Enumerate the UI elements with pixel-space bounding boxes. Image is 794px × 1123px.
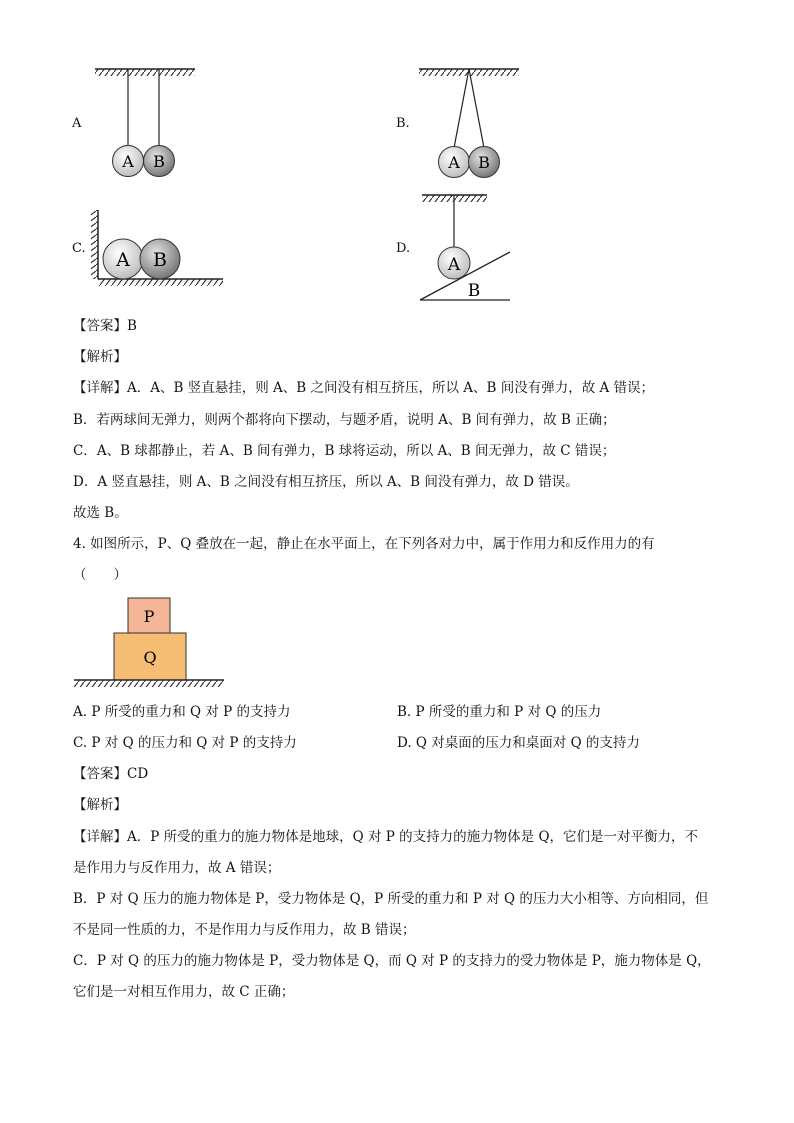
figure-option-b [414, 64, 534, 184]
q3-analysis-line: C．A、B 球都静止，若 A、B 间有弹力，B 球将运动，所以 A、B 间无弹力，故 C 错误； [73, 443, 616, 459]
option-a-label: A [72, 116, 82, 131]
q4-choice-a: A. P 所受的重力和 Q 对 P 的支持力 [73, 704, 291, 720]
ball-b-label: B [153, 249, 167, 271]
q4-analysis-line: 【详解】A．P 所受的重力的施力物体是地球，Q 对 P 的支持力的施力物体是 Q，它们是一对平衡力，不 [73, 829, 699, 845]
q4-answer: 【答案】CD [73, 766, 149, 782]
option-d-label: D. [396, 241, 411, 256]
q4-choice-d: D. Q 对桌面的压力和桌面对 Q 的支持力 [397, 735, 640, 751]
figure-option-d [414, 190, 524, 305]
option-b-label: B. [396, 116, 410, 131]
ball-b-label: B [478, 153, 490, 172]
ball-a-label: A [116, 249, 130, 271]
q3-answer: 【答案】B [73, 318, 137, 334]
q4-analysis-line: B．P 对 Q 压力的施力物体是 P，受力物体是 Q，P 所受的重力和 P 对 Q 的压力大小相等、方向相同，但 [73, 891, 709, 907]
ball-a-label: A [122, 152, 134, 171]
q4-choice-b: B. P 所受的重力和 P 对 Q 的压力 [397, 704, 602, 720]
ball-b-label: B [153, 152, 165, 171]
block-p-label: P [143, 607, 155, 626]
q3-analysis-line: D．A 竖直悬挂，则 A、B 之间没有相互挤压，所以 A、B 间没有弹力，故 D 错误。 [73, 474, 579, 490]
figure-q4-blocks [72, 594, 232, 692]
q4-stem-blank: （ ） [73, 567, 127, 583]
q3-conclusion: 故选 B。 [73, 505, 128, 521]
wedge-label: B [467, 281, 481, 301]
q3-analysis-line: B．若两球间无弹力，则两个都将向下摆动，与题矛盾，说明 A、B 间有弹力，故 B 正确； [73, 412, 616, 428]
q4-analysis-line: 是作用力与反作用力，故 A 错误； [73, 860, 281, 876]
q4-analysis-line: 它们是一对相互作用力，故 C 正确； [73, 984, 295, 1000]
option-c-label: C. [72, 241, 86, 256]
block-q-label: Q [143, 648, 157, 667]
q4-analysis-line: C．P 对 Q 的压力的施力物体是 P，受力物体是 Q，而 Q 对 P 的支持力的受力物体是 P，施力物体是 Q， [73, 953, 711, 969]
ball-a-label: A [447, 255, 461, 275]
figure-option-c [88, 205, 228, 290]
q3-analysis-line: 【详解】A．A、B 竖直悬挂，则 A、B 之间没有相互挤压，所以 A、B 间没有弹力，故 A 错误； [73, 380, 655, 396]
q4-analysis-heading: 【解析】 [73, 797, 127, 813]
ball-a-label: A [448, 153, 460, 172]
figure-option-a [90, 64, 210, 184]
q4-analysis-line: 不是同一性质的力，不是作用力与反作用力，故 B 错误； [73, 922, 416, 938]
q4-stem: 4. 如图所示，P、Q 叠放在一起，静止在水平面上，在下列各对力中，属于作用力和反作用力的有 [73, 536, 655, 552]
q4-choice-c: C. P 对 Q 的压力和 Q 对 P 的支持力 [73, 735, 297, 751]
q3-analysis-heading: 【解析】 [73, 349, 127, 365]
